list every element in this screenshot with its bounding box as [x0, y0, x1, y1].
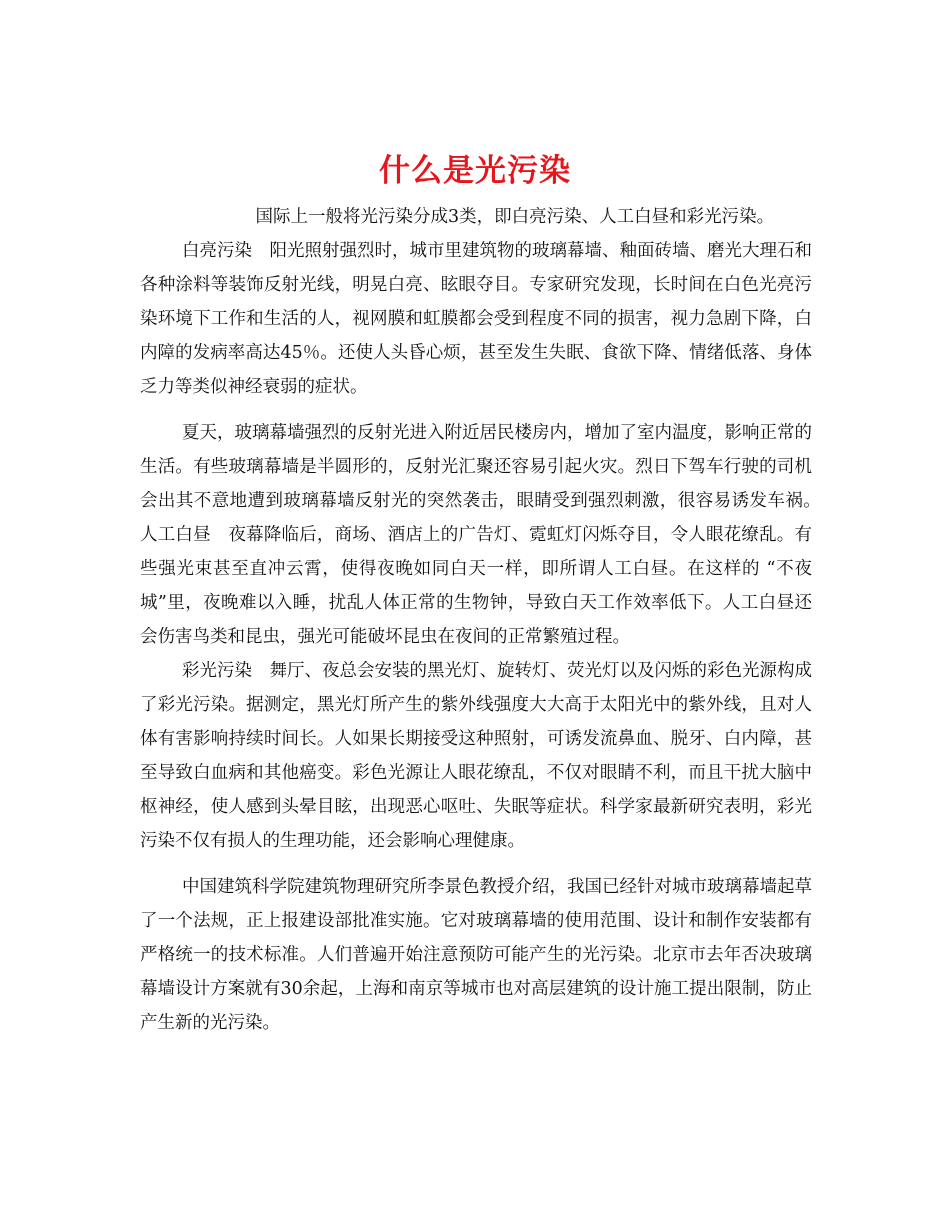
paragraph-artificial-daylight: 夏天，玻璃幕墙强烈的反射光进入附近居民楼房内，增加了室内温度，影响正常的生活。有些玻璃幕墙是半圆形的，反射光汇聚还容易引起火灾。烈日下驾车行驶的司机会出其不意地遭到玻璃幕墙反射光的突然袭击，眼睛受到强烈刺激，很容易诱发车祸。 人工白昼 夜幕降临后，商场、酒店上的广告灯、霓虹灯闪烁夺目，令人眼花缭乱。有些强光束甚至直冲云霄，使得夜晚如同白天一样，即所谓人工白昼。在这样的 “不夜城”里，夜晚难以入睡，扰乱人体正常的生物钟，导致白天工作效率低下。人工白昼还会伤害鸟类和昆虫，强光可能破坏昆虫在夜间的正常繁殖过程。	[140, 423, 830, 647]
paragraph-intro: 国际上一般将光污染分成3类，即白亮污染、人工白昼和彩光污染。	[255, 207, 775, 227]
page-title: 什么是光污染	[379, 152, 571, 189]
paragraph-colored-light-pollution: 彩光污染 舞厅、夜总会安装的黑光灯、旋转灯、荧光灯以及闪烁的彩色光源构成了彩光污染。据测定，黑光灯所产生的紫外线强度大大高于太阳光中的紫外线，且对人体有害影响持续时间长。人如果长期接受这种照射，可诱发流鼻血、脱牙、白内障，甚至导致白血病和其他癌变。彩色光源让人眼花缭乱，不仅对眼睛不利，而且干扰大脑中枢神经，使人感到头晕目眩，出现恶心呕吐、失眠等症状。科学家最新研究表明，彩光污染不仅有损人的生理功能，还会影响心理健康。	[140, 661, 812, 851]
paragraph-regulation: 中国建筑科学院建筑物理研究所李景色教授介绍，我国已经针对城市玻璃幕墙起草了一个法规，正上报建设部批准实施。它对玻璃幕墙的使用范围、设计和制作安装都有严格统一的技术标准。人们普遍开始注意预防可能产生的光污染。北京市去年否决玻璃幕墙设计方案就有30余起，上海和南京等城市也对高层建筑的设计施工提出限制，防止产生新的光污染。	[140, 877, 812, 1033]
paragraph-white-light-pollution: 白亮污染 阳光照射强烈时，城市里建筑物的玻璃幕墙、釉面砖墙、磨光大理石和各种涂料等装饰反射光线，明晃白亮、眩眼夺目。专家研究发现，长时间在白色光亮污染环境下工作和生活的人，视网膜和虹膜都会受到程度不同的损害，视力急剧下降，白内障的发病率高达45％。还使人头昏心烦，甚至发生失眠、食欲下降、情绪低落、身体乏力等类似神经衰弱的症状。	[140, 241, 812, 397]
article-body	[140, 200, 830, 1040]
